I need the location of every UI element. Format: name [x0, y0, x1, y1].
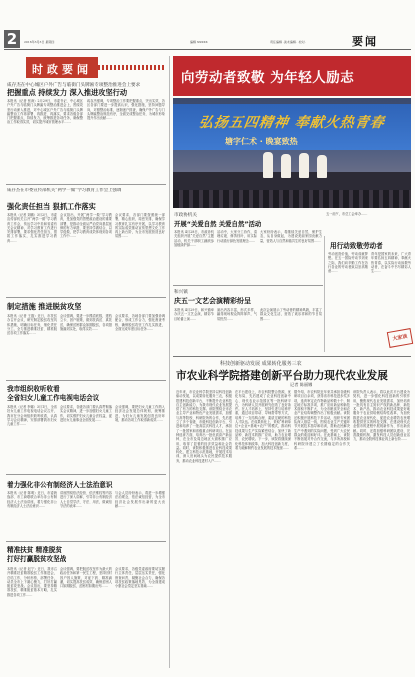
article-title: 庆五一文艺会演精彩纷呈	[174, 297, 251, 305]
article-divider	[6, 541, 166, 542]
article-kicker: 市政协机关	[174, 213, 197, 218]
main-story-body: 据介绍，市农科院近年来共承担各级科研项目百余项，获得省市科技进步奖多项，选育审定农作物新品种数十个，制定地方标准多项，推广应用新品种新技术面积不断扩大，为全市粮食安全和农业产业结构调整作出了积极贡献。该院还积极开展科技下乡活动，组织专家团队深入基层一线，围绕农业生产关键环节开展技术指导和培训，帮助农民解决生产中遇到的实际问题，受到广大农民群众的欢迎和好评。在此基础上，该院不断拓展对外合作交流，与多所高校和科研院所建立了长期稳定的合作关系……	[294, 390, 350, 450]
article-kicker: 和兴镇	[174, 290, 188, 295]
section-title: 要闻	[352, 35, 378, 48]
article-title: 强化责任担当 狠抓工作落实	[7, 202, 96, 211]
article-body: 本报讯（记者 赵宁）近日，我市召开精准扶贫精准脱贫工作推进会，总结工作，分析形势，部署任务，动员全市上下凝心聚力，打好打赢脱贫攻坚战。会议指出，要坚持精准扶贫、精准脱贫基本方略，扎实推进各项工作……	[7, 567, 57, 597]
article-title: 精准扶贫 精准脱贫 打好打赢脱贫攻坚战	[7, 546, 67, 563]
article-body: 与会人员纷纷表示，将进一步增强法治观念，依法诚信经营，为全市经济社会发展作出新的更大贡献……	[115, 491, 165, 508]
article-body: 会议要求，各级各部门要认真贯彻落实会议精神，进一步加强妇女儿童工作，切实维护妇女儿童合法权益，促进妇女儿童事业全面发展……	[60, 405, 112, 422]
column-divider	[169, 56, 170, 668]
banner-stripe	[98, 65, 166, 70]
performer	[263, 152, 273, 178]
main-story-kicker: 科技创新驱动发展 成果转化服务三农	[220, 361, 302, 367]
article-title: 我市组织收听收看 全省妇女儿童工作电视电话会议	[7, 385, 100, 402]
article-title: 把握重点 持续发力 深入推进攻坚行动	[7, 88, 128, 97]
main-story-title: 市农业科学院搭建创新平台助力现代农业发展	[176, 370, 388, 382]
masthead-date: 2016年3月3日 星期四	[24, 40, 55, 44]
feature-headline-bar	[173, 56, 411, 96]
masthead-rule	[4, 49, 411, 50]
commentary-body: 劳动创造价值，劳动成就梦想。在五一国际劳动节到来之际，我们向辛勤工作在各行各业的劳动者致以崇高敬意……	[328, 252, 368, 274]
article-body: 会议要求，各地各部门要加强协调配合，形成工作合力，强化督查考核，确保脱贫攻坚工作扎实推进，全面完成年度目标任务……	[115, 314, 165, 331]
article-body: 此次会演展示了劳动者的精神风貌，丰富了群众文化生活，营造了欢乐祥和的节日氛围……	[260, 308, 322, 321]
article-kicker: 咸存杰在中心城区户外广告与临街门头牌匾专项整治推进会上要求	[7, 83, 141, 88]
article-body: 大家纷纷表示，将继续关爱自然，保护生态，从自身做起，为建设美丽家园贡献力量，营造人与自然和谐共生的良好氛围……	[260, 230, 322, 243]
article-body: 本报讯 4月29日，和兴镇举办庆五一文艺会演，精彩节目轮番上演……	[174, 308, 214, 321]
article-body: 本报讯（记者 陈明）近日，市委统战部、市工商联联合举办非公有制经济人士法治讲座，着力强化非公有制经济人士法治意识……	[7, 491, 57, 508]
article-body: 讲座围绕依法经营、依法维权等内容进行了深入讲解，引导非公有制经济人士自觉学法、守法、用法，做诚信守法的表率……	[60, 491, 112, 508]
performer	[281, 154, 291, 178]
photo-caption: 五一前夕，市总工会举办……	[326, 212, 368, 216]
commentary-title: 用行动致敬劳动者	[330, 242, 383, 250]
article-divider	[6, 297, 166, 298]
main-story-body: 在平台建设上，市农科院整合资源，优化布局，先后建成了农业科技创新中心、现代农业示范园区等一批科研平台，为科研人员开展研究创造了良好条件。在人才培养上，坚持引进与培养并重，通过项目带动、导师帮带等方式，培养了一支结构合理、素质过硬的科技人才队伍。在成果转化上，采取“科研单位+企业+基地+农户”的模式，推动科技成果与生产实际紧密结合，加快了新品种、新技术的推广应用，助力农业增效、农民增收。下一步，该院将继续深化科技体制改革，加大科技创新力度，着力破解制约农业发展的技术瓶颈……	[235, 390, 291, 450]
article-body: 会议要求，各级党委政府要切实履行主体责任，层层压实责任，强化督查问责，凝聚社会合力，确保各项扶贫政策落地见效，为全面建成小康社会奠定坚实基础……	[115, 567, 165, 589]
article-body: 会议强调，要进一步摸清底数，建档立卡，因户施策，做到扶真贫、真扶贫，确保贫困群众如期脱贫，各项措施落到实处，取得实效……	[60, 314, 112, 331]
article-body: 本报讯（记者 刘鹏）3月2日，市委宣传部机关召开“两学一做”学习教育工作会，传达学习中央和省委有关会议精神，对学习教育工作进行安排部署，要求强化责任担当，狠抓工作落实，扎实推进学习教育……	[7, 213, 57, 243]
article-kicker: 咸存杰在市委宣传部机关“两学一做”学习教育工作会上强调	[7, 188, 122, 193]
main-story-body: 该院负责人表示，将以此次平台建设为契机，进一步强化科技创新的引领作用，聚焦现代农业发展需求，加快培育一批具有自主知识产权的新品种、新技术、新产品，推动农业科技成果更好地服务于农业供给侧结构性改革，为加快推进农业现代化、促进农业增效农民增收提供坚实的科技支撑，在建设现代农业强市的进程中展现新作为、作出新贡献。同时，还将加强科研团队建设，完善激励机制，激发科技人员创新创业活力，推动全院科技事业再上新台阶……	[353, 390, 410, 442]
photo-sign-text: 塘字仁术 · 晚宴致热	[225, 137, 298, 146]
article-title: 开展“关爱自然 关爱自然”活动	[174, 220, 262, 228]
commentary-body: 青年是国家的未来，广大青年要弘扬五四精神，奉献火热青春，以实际行动致敬劳动者，在奋斗中书写精彩人生……	[371, 252, 411, 274]
article-body: 会议强调，要把妇女儿童工作纳入经济社会发展总体规划，统筹推进，为妇女儿童发展创造良好环境，推动各项工作取得新成效……	[115, 405, 165, 422]
article-divider	[6, 380, 166, 381]
article-body: 本报讯（记者 张涛）2月29日，市委书记、中心城区户外广告与临街门头牌匾专项整治推进会上，围绕攻坚行动深入推进，对中心城区户外广告与临街门头牌匾整治工作再部署、再推进、再落实，要求各级各部门把握重点，持续发力，统筹推进各项任务，确保整治工作取得实效，切实提升城市管理水平……	[7, 99, 83, 125]
article-body: 演出内容丰富，形式多样，赢得现场观众阵阵掌声，气氛热烈……	[217, 308, 257, 321]
article-title: 着力强化非公有制经济人士法治意识	[7, 481, 113, 489]
article-body: 会议指出，开展“两学一做”学习教育，是加强党的思想政治建设的重要部署，是推动全面从严治党向基层延伸的有力举措，要坚持学做结合，以学促做，把学习教育成效体现到各项工作中……	[60, 213, 112, 239]
article-body: 会议要求，各部门要按照统一部署，精心组织，周密安排，确保学习教育扎实有序开展，以学习教育的实际成效推动宣传思想文化工作再上新台阶，为全市发展营造良好氛围……	[115, 213, 165, 239]
article-divider	[6, 474, 166, 475]
main-story-body: 近年来，市农业科学院坚持以科技创新驱动发展，以成果转化服务三农，积极搭建科技创新平台，不断提升农业科技自主创新能力，为我市现代农业发展提供了有力的科技支撑。该院围绕全市农业主导产业和特色产业发展需求，加强与高等院校、科研院所的合作，先后建立了多个省级、市级科技创新平台，引进和培养了一批高层次科技人才，承担了一批国家和省级重点科研项目。在品种选育方面，培育出一批优质高产新品种，在全市及周边地区大面积推广应用，取得了显著的经济效益和社会效益。同时，该院积极推进农业科技成果转化，建立科技示范基地，开展技术培训，深入田间地头为农民提供技术服务，推动农业科技进村入户……	[176, 390, 232, 463]
column-divider	[324, 236, 325, 352]
feature-photo	[173, 98, 411, 208]
article-title: 制定措施 推进脱贫攻坚	[7, 302, 82, 311]
article-body: 本报讯 4月28日，市政协机关组织开展“关爱自然”主题活动，机关干部职工踊跃参加植绿护绿……	[174, 230, 214, 247]
article-body: 本报讯（记者 李娜）3月1日，全省妇女儿童工作电视电话会议召开，我市在分会场组织收听收看，认真学习会议精神，安排部署我市妇女儿童工作……	[7, 405, 57, 427]
masthead	[0, 0, 415, 52]
photo-banner-text: 弘扬五四精神 奉献火热青春	[197, 115, 386, 131]
stamp-badge: 大家谈	[387, 328, 413, 348]
page-number-badge: 2	[4, 30, 20, 48]
banner-label: 时政要闻	[32, 63, 92, 76]
masthead-editor: 编辑 XXXXX	[190, 40, 208, 44]
masthead-staff: 责任编辑 ·美术编辑· ·校对·	[270, 40, 306, 44]
performer	[317, 155, 327, 178]
section-banner	[6, 57, 166, 78]
feature-headline: 向劳动者致敬 为年轻人励志	[181, 70, 355, 86]
audience-row	[173, 190, 411, 208]
article-body: 咸存杰强调，专项整治工作要把握重点，突出实效，各区各部门要进一步提高认识，强化措施，坚持问题导向，对照整治标准，逐街逐户排查，确保户外广告与门头牌匾整治规范有序，全面完成整治任务，为城市形象提升作出贡献……	[87, 99, 165, 121]
performer	[299, 153, 309, 178]
article-body: 活动中，大家分工协作，清理垃圾、修剪枝叶，用实际行动践行绿色发展理念……	[217, 230, 257, 243]
article-divider	[6, 184, 166, 185]
article-divider	[173, 285, 323, 286]
main-story-byline: 记者 陈丽娜	[290, 382, 313, 387]
article-body: 本报讯（记者 王磊）近日，市扶贫办召开会议，研究制定脱贫攻坚具体措施，明确目标任务，细化责任分工，全力推进精准扶贫、精准脱贫各项工作落实……	[7, 314, 57, 336]
article-body: 会议强调，要把脱贫攻坚作为最大的政治任务和第一民生工程，坚持因村因户因人施策，对症下药、精准滴灌，切实提高扶贫成效，确保贫困人口如期脱贫，贫困村如期出列……	[60, 567, 112, 589]
section-divider	[173, 356, 411, 357]
